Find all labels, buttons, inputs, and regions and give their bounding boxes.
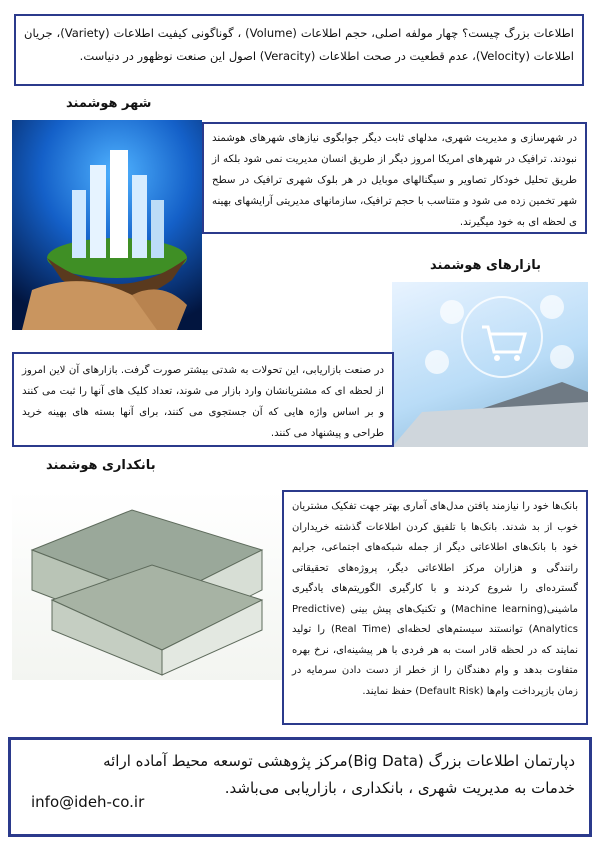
footer-email[interactable]: info@ideh-co.ir <box>31 793 145 811</box>
smart-city-text: در شهرسازی و مدیریت شهری، مدلهای ثابت دیگر جوابگوی نیازهای شهرهای هوشمند نبودند. ترافیک در شهرهای امریکا امروز دیگر از طریق انسان مدیریت نمی شود بلکه از طریق تحلیل خودکار تصاویر و سیگنالهای موبایل در هر بلوک شهری ترافیک در سطح شهر تخمین زده می شود و متناسب با حجم ترافیک، سازمانهای مدیریتی آرایشهای بهینه ی لحظه ای به خود میگیرند. <box>212 133 577 228</box>
city-in-hand-illustration <box>12 120 202 330</box>
smart-markets-heading: بازارهای هوشمند <box>430 258 542 273</box>
smart-banking-heading: بانکداری هوشمند <box>46 458 156 473</box>
smart-markets-image <box>392 282 588 447</box>
laptop-shopping-cart-illustration <box>392 282 588 447</box>
money-stacks-illustration <box>12 490 282 680</box>
footer-box <box>8 737 592 837</box>
footer-line-2: خدمات به مدیریت شهری ، بانکداری ، بازاریابی می‌باشد. <box>224 779 575 797</box>
smart-banking-image <box>12 490 282 680</box>
smart-city-heading: شهر هوشمند <box>66 96 152 111</box>
smart-city-text-box <box>202 122 587 234</box>
smart-markets-text: در صنعت بازاریابی، این تحولات به شدتی بیشتر صورت گرفت. بازارهای آن لاین امروز از لحظه ای که مشتریانشان وارد بازار می شوند، تعداد کلیک های آنها را ثبت می کنند و بر اساس واژه هایی که آن جستجوی می کنند، برای آنها بسته های بهینه خرید طراحی و پیشنهاد می کنند. <box>22 365 384 439</box>
smart-city-image <box>12 120 202 330</box>
intro-box <box>14 14 584 86</box>
intro-text: اطلاعات بزرگ چیست؟ چهار مولفه اصلی، حجم اطلاعات (Volume) ، گوناگونی کیفیت اطلاعات (Variety)، جریان اطلاعات (Velocity)، عدم قطعیت در صحت اطلاعات (Veracity) اصول این صنعت نوظهور در دنیاست. <box>24 26 574 63</box>
smart-markets-text-box <box>12 352 394 447</box>
footer-line-1: دپارتمان اطلاعات بزرگ (Big Data)مرکز پژوهشی توسعه محیط آماده ارائه <box>103 752 575 770</box>
smart-banking-text: بانک‌ها خود را نیازمند یافتن مدل‌های آماری بهتر جهت تفکیک مشتریان خوب از بد شدند. بانک‌ها با تلفیق کردن اطلاعات گذشته خریداران خود با بانک‌های اطلاعاتی دیگر از جمله شبکه‌های اجتماعی، جرایم رانندگی و هزاران مرکز اطلاعاتی دیگر، پروژه‌های تحقیقاتی گسترده‌ای را شروع کردند و با کارگیری الگوریتم‌های یادگیری ماشینی(Machine learning) و تکنیک‌های پیش بینی (Predictive Analytics) توانستند سیستم‌های لحظه‌ای (Real Time) را تولید نمایند که در لحظه قادر است به هر فردی با هر پیشینه‌ای، نرخ بهره متفاوت بدهد و وام دهندگان را از خطر از دست دادن سرمایه در زمان بازپرداخت وام‌ها (Default Risk) حفظ نمایند. <box>292 501 578 697</box>
smart-banking-text-box <box>282 490 588 725</box>
